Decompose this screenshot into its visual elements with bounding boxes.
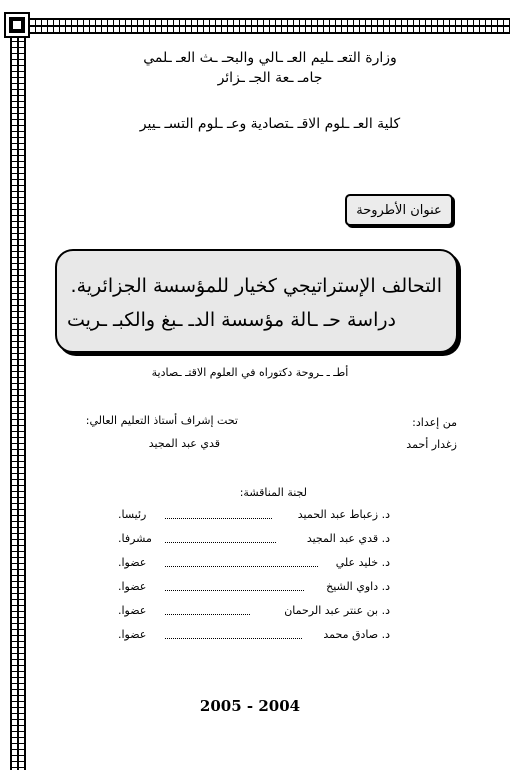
member-role: عضوا. <box>118 604 147 617</box>
member-role: عضوا. <box>118 556 147 569</box>
decorative-border-top-line <box>24 25 510 27</box>
member-role: عضوا. <box>118 580 147 593</box>
supervisor-name: قدي عبد المجيد <box>148 437 220 450</box>
committee-member <box>110 628 390 652</box>
thesis-title-box <box>55 249 458 353</box>
university-name: جامـ ـعة الجـ ـزائر <box>217 70 323 86</box>
dotted-leader <box>165 518 272 519</box>
member-name: د. صادق محمد <box>323 628 390 641</box>
member-name: د. بن عنتر عبد الرحمان <box>284 604 390 617</box>
decorative-border-left-line <box>17 24 19 770</box>
member-role: رئيسا. <box>118 508 147 521</box>
thesis-title-line-1: التحالف الإستراتيجي كخيار للمؤسسة الجزائرية. <box>70 275 442 297</box>
committee-title: لجنة المناقشة: <box>239 486 307 499</box>
dotted-leader <box>165 542 276 543</box>
supervision-label: تحت إشراف أستاذ التعليم العالي: <box>85 414 238 427</box>
committee-member <box>110 508 390 532</box>
member-role: عضوا. <box>118 628 147 641</box>
thesis-title-label: عنوان الأطروحة <box>345 194 453 226</box>
committee-member <box>110 604 390 628</box>
committee-member <box>110 556 390 580</box>
prepared-by-label: من إعداد: <box>412 416 457 429</box>
dotted-leader <box>165 614 250 615</box>
thesis-title-line-2: دراسة حـ ـالة مؤسسة الدـ ـبغ والكبـ ـريت <box>66 309 396 331</box>
dotted-leader <box>165 566 318 567</box>
dotted-leader <box>165 590 304 591</box>
committee-member <box>110 580 390 604</box>
member-role: مشرفا. <box>118 532 152 545</box>
faculty-name: كلية العـ ـلوم الاقـ ـتصادية وعـ ـلوم التسـ ـيير <box>139 116 401 132</box>
author-name: زغدار أحمد <box>406 438 457 451</box>
member-name: د. خليد علي <box>335 556 390 569</box>
member-name: د. زعباط عبد الحميد <box>297 508 390 521</box>
member-name: د. قدي عبد المجيد <box>306 532 390 545</box>
committee-list <box>110 508 390 652</box>
member-name: د. داوي الشيخ <box>326 580 390 593</box>
academic-years: 2005 - 2004 <box>199 697 301 715</box>
committee-member <box>110 532 390 556</box>
ministry-name: وزارة التعـ ـليم العـ ـالي والبحـ ـث العـ ـلمي <box>143 50 397 66</box>
border-corner-ornament <box>4 12 30 38</box>
dotted-leader <box>165 638 302 639</box>
thesis-type: أطـ ـ ـروحة دكتوراه في العلوم الاقتـ ـصادية <box>151 366 349 379</box>
